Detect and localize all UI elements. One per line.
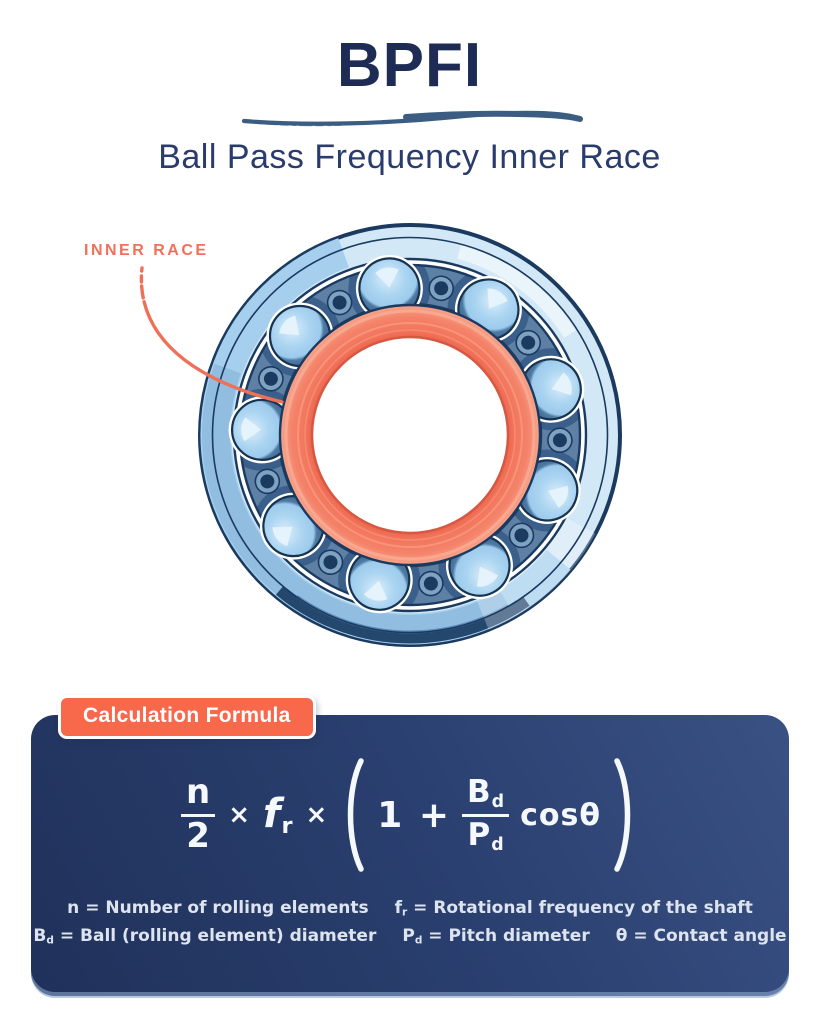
formula-one-plus: 1 + bbox=[377, 794, 452, 836]
legend-item-fr: fr = Rotational frequency of the shaft bbox=[394, 898, 753, 919]
right-paren bbox=[612, 756, 638, 874]
legend-item-pd: Pd = Pitch diameter bbox=[402, 926, 590, 947]
multiply-sign: × bbox=[305, 800, 328, 830]
formula-fraction-n-2: $\frac{n}{2}$ bbox=[181, 775, 215, 854]
inner-race-label: INNER RACE bbox=[84, 242, 209, 259]
formula-legend bbox=[31, 894, 789, 950]
legend-row-1 bbox=[31, 894, 789, 922]
legend-row-2 bbox=[31, 922, 789, 950]
calculation-formula-badge: Calculation Formula bbox=[58, 695, 316, 739]
legend-item-theta: θ = Contact angle bbox=[615, 926, 787, 947]
multiply-sign: × bbox=[228, 800, 251, 830]
formula-cos-theta: cosθ bbox=[520, 797, 601, 833]
bpfi-formula bbox=[0, 756, 819, 874]
page-subtitle: Ball Pass Frequency Inner Race bbox=[158, 138, 661, 176]
inner-race-leader-line bbox=[118, 258, 298, 418]
page-title: BPFI bbox=[336, 31, 483, 100]
inner-race-ring bbox=[280, 305, 540, 565]
formula-fr: $f_r$ bbox=[263, 790, 293, 840]
title-underline-stroke bbox=[236, 106, 584, 130]
legend-item-bd: Bd = Ball (rolling element) diameter bbox=[33, 926, 377, 947]
left-paren bbox=[340, 756, 366, 874]
formula-fraction-bd-pd: $\frac{B_d}{P_d}$ bbox=[462, 776, 509, 854]
legend-item-n: n = Number of rolling elements bbox=[67, 898, 369, 918]
